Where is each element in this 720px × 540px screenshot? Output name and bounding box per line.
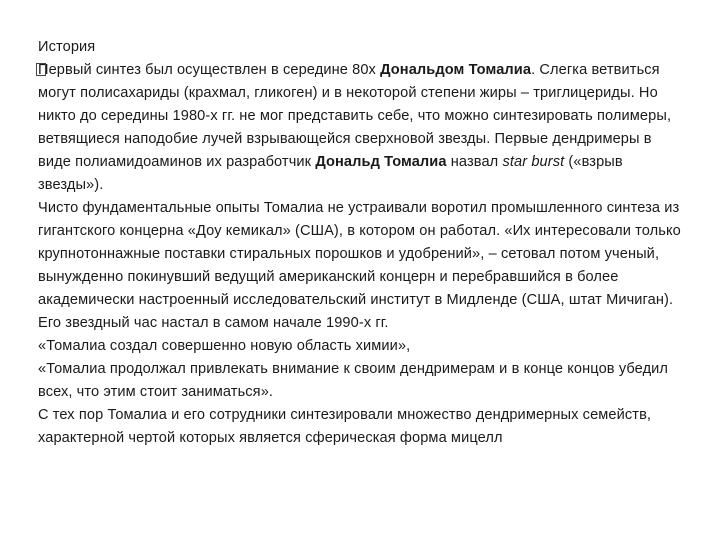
star-burst-italic: star burst	[502, 154, 565, 170]
author-name-bold: Дональдом Томалиа	[380, 62, 532, 78]
author-name-bold-2: Дональд Томалиа	[315, 154, 447, 170]
text-block	[38, 36, 688, 450]
paragraph-2: Чисто фундаментальные опыты Томалиа не устраивали воротил промышленного синтеза из гигантского концерна «Доу кемикал» (США), в котором он работал. «Их интересовали только крупнотоннажные поставки стиральных порошков и удобрений», – сетовал потом ученый, вынужденно покинувший ведущий американский концерн и перебравшийся в более академически настроенный исследовательский институт в Мидленде (США, штат Мичиган). Его звездный час настал в самом начале 1990-х гг.	[38, 200, 681, 331]
paragraph-3: «Томалиа создал совершенно новую область химии»,	[38, 338, 411, 354]
heading: История	[38, 39, 96, 55]
paragraph-1: Первый синтез был осуществлен в середине 80х Дональдом Томалиа. Слегка ветвиться могут полисахариды (крахмал, гликоген) и в некоторой степени жиры – триглицериды. Но никто до середины 1980-х гг. не мог представить себе, что можно синтезировать полимеры, ветвящиеся наподобие лучей взрывающейся сверхновой звезды. Первые дендримеры в виде полиамидоаминов их разработчик Дональд Томалиа назвал star burst («взрыв звезды»).	[38, 62, 672, 193]
paragraph-5: С тех пор Томалиа и его сотрудники синтезировали множество дендримерных семейств, характерной чертой которых является сферическая форма мицелл	[38, 407, 652, 446]
paragraph-4: «Томалиа продолжал привлекать внимание к своим дендримерам и в конце концов убедил всех, что этим стоит заниматься».	[38, 361, 669, 400]
missing-glyph-icon	[36, 63, 46, 76]
